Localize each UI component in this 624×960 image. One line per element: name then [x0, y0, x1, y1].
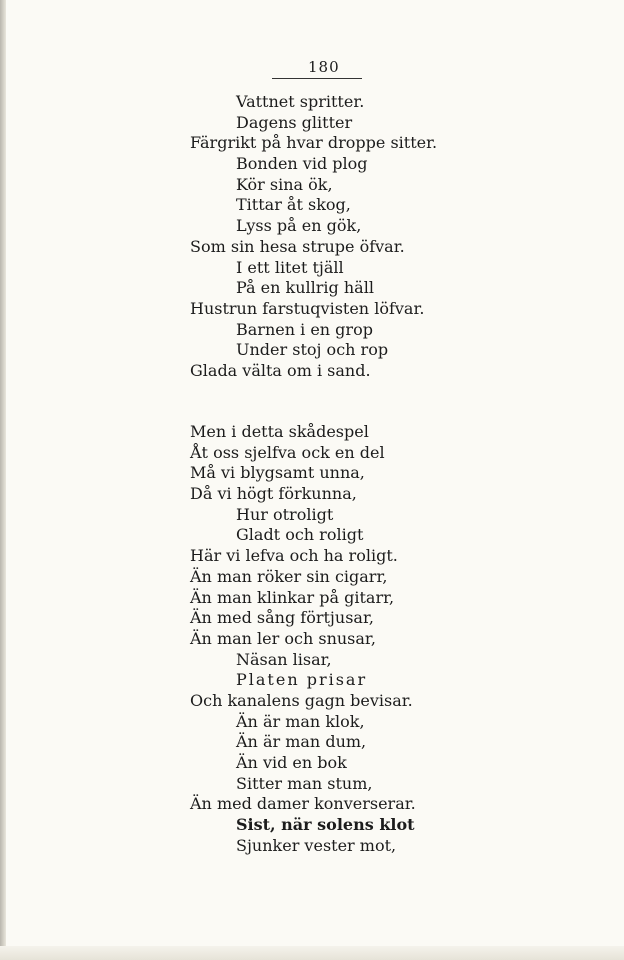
page-bottom-edge	[0, 946, 624, 960]
poem-line: Glada välta om i sand.	[190, 360, 371, 380]
poem-line: Lyss på en gök,	[236, 216, 362, 236]
poem-line: Gladt och roligt	[236, 525, 364, 545]
poem-line: Än man klinkar på gitarr,	[190, 587, 395, 607]
poem-line: Platen prisar	[236, 670, 368, 690]
poem-line: Än man röker sin cigarr,	[190, 566, 388, 586]
poem-line: Sjunker vester mot,	[236, 835, 397, 855]
poem-line: Näsan lisar,	[236, 649, 332, 669]
page-number: 180	[308, 58, 340, 76]
poem-line: Som sin hesa strupe öfvar.	[190, 236, 405, 256]
poem-line: Åt oss sjelfva ock en del	[190, 442, 385, 462]
poem-line: Då vi högt förkunna,	[190, 484, 357, 504]
poem-line: Kör sina ök,	[236, 174, 333, 194]
poem-line: Färgrikt på hvar droppe sitter.	[190, 133, 438, 153]
poem-line: Barnen i en grop	[236, 319, 373, 339]
poem-line: Tittar åt skog,	[236, 195, 351, 215]
poem-line: Hur otroligt	[236, 504, 334, 524]
poem-line: Vattnet spritter.	[236, 92, 365, 111]
poem-line: Än med damer konverserar.	[190, 794, 416, 814]
poem-line: Under stoj och rop	[236, 340, 389, 360]
poem-line: Sitter man stum,	[236, 773, 373, 793]
poem-line: Än med sång förtjusar,	[190, 608, 374, 628]
poem-stanza-2	[0, 422, 624, 856]
poem-line: Här vi lefva och ha roligt.	[190, 546, 398, 566]
header-rule	[272, 78, 362, 79]
poem-line: Än vid en bok	[236, 753, 347, 772]
poem-line: Må vi blygsamt unna,	[190, 463, 365, 483]
poem-line: Hustrun farstuqvisten löfvar.	[190, 298, 425, 318]
poem-line: Dagens glitter	[236, 112, 353, 132]
poem-stanza-1	[0, 92, 624, 382]
poem-line: Än är man dum,	[236, 732, 367, 752]
poem-line: I ett litet tjäll	[236, 257, 344, 277]
poem-line: Och kanalens gagn bevisar.	[190, 690, 413, 710]
poem-line: Sist, när solens klot	[236, 815, 415, 835]
poem-line: Men i detta skådespel	[190, 422, 369, 441]
poem-line: Än man ler och snusar,	[190, 628, 376, 648]
poem-line: Än är man klok,	[236, 711, 365, 731]
poem-line: På en kullrig häll	[236, 278, 374, 298]
poem-line: Bonden vid plog	[236, 154, 368, 174]
